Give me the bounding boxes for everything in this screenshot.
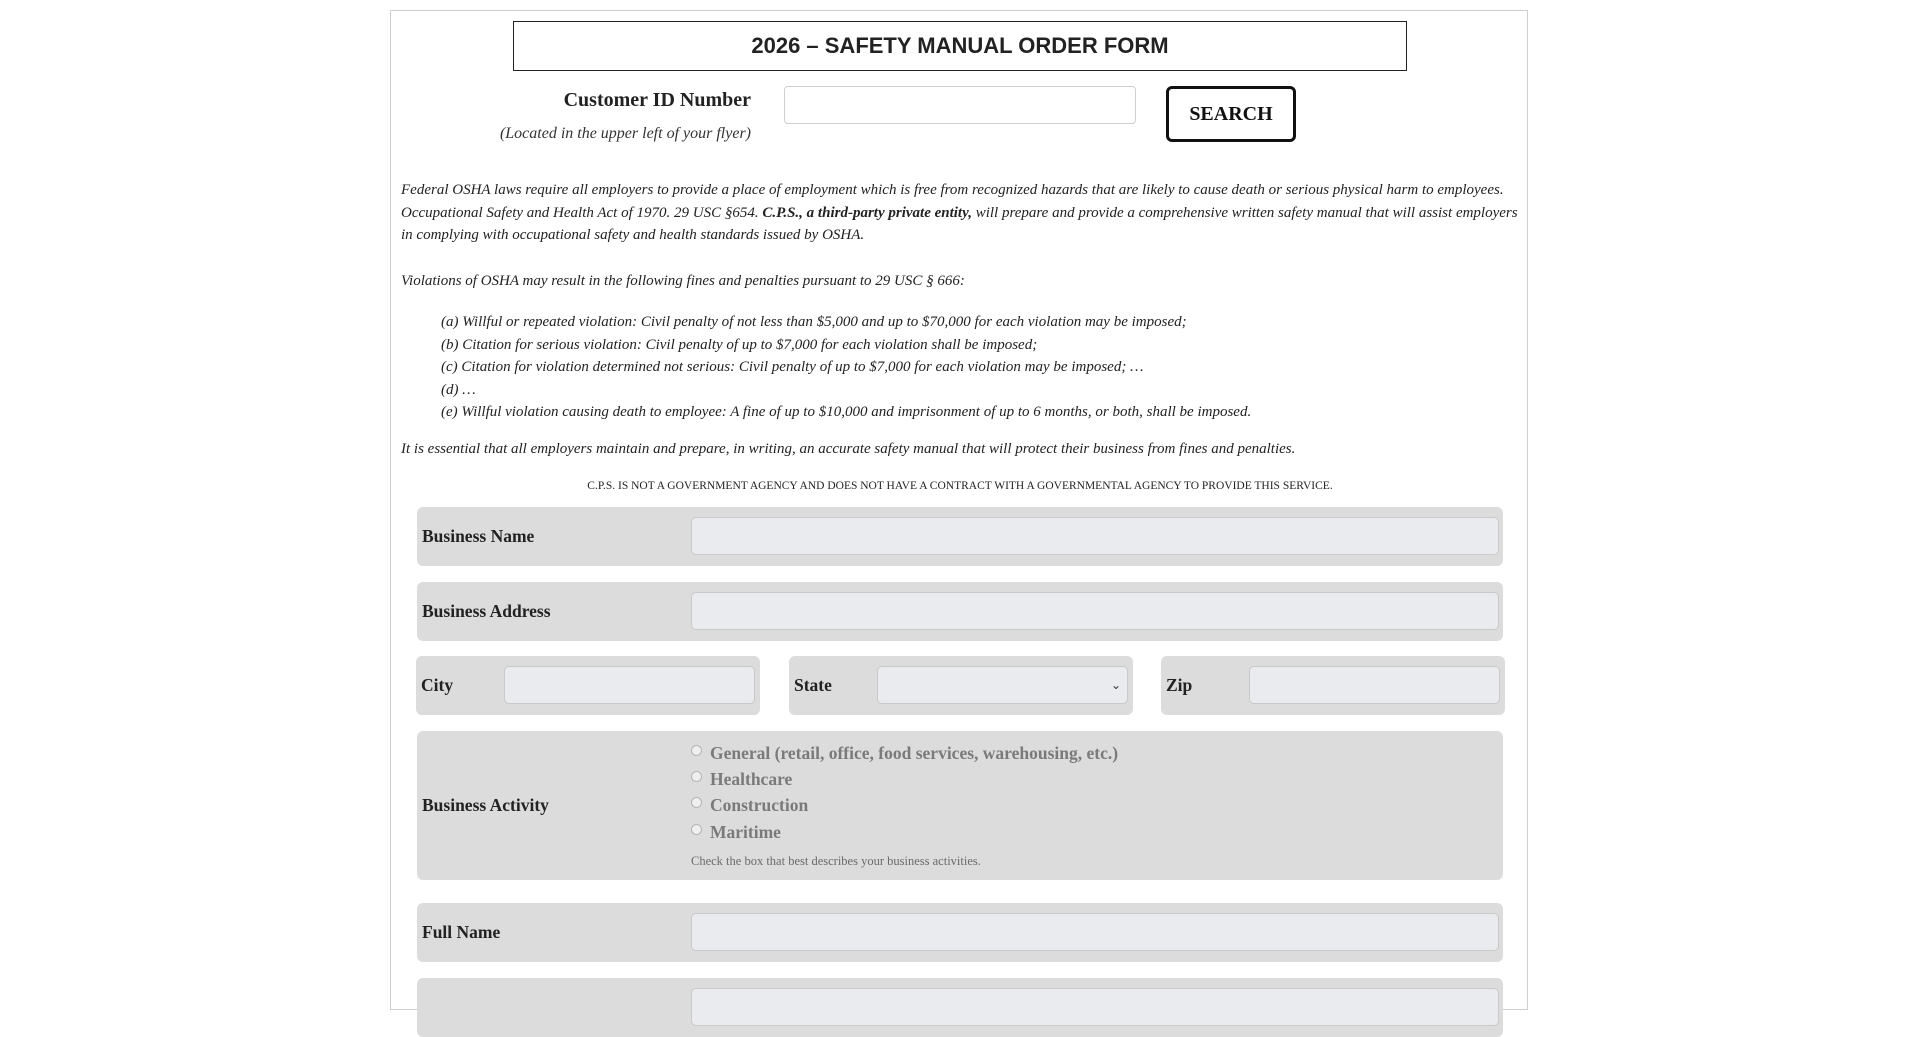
activity-option-label: General (retail, office, food services, warehousing, etc.): [710, 743, 1119, 763]
state-row: [789, 656, 1133, 715]
activity-option-general[interactable]: [691, 743, 1118, 764]
intro-text-2: will prepare and provide a comprehensive written safety manual that will assist employers in complying with occupational safety and health standards issued by OSHA.: [401, 204, 1518, 243]
business-address-label: Business Address: [422, 601, 551, 621]
full-name-input[interactable]: [691, 913, 1499, 951]
next-field-input[interactable]: [691, 988, 1499, 1026]
customer-id-input[interactable]: [784, 86, 1136, 124]
full-name-label: Full Name: [422, 922, 501, 942]
customer-id-label: Customer ID Number: [563, 89, 751, 111]
radio-button[interactable]: [691, 824, 702, 835]
business-address-input[interactable]: [691, 592, 1499, 630]
activity-option-healthcare[interactable]: [691, 769, 792, 790]
search-button[interactable]: SEARCH: [1166, 86, 1296, 142]
penalty-item: (c) Citation for violation determined not serious: Civil penalty of up to $7,000 for each violation may be imposed; …: [441, 359, 1144, 375]
penalty-item: (a) Willful or repeated violation: Civil penalty of not less than $5,000 and up to $70,000 for each violation may be imposed;: [441, 314, 1187, 330]
business-activity-label: Business Activity: [422, 795, 549, 815]
osha-intro-paragraph: [401, 179, 1519, 247]
business-activity-hint: Check the box that best describes your business activities.: [691, 854, 981, 868]
activity-option-label: Maritime: [710, 822, 781, 842]
zip-input[interactable]: [1249, 666, 1500, 704]
intro-text-1: Federal OSHA laws require all employers to provide a place of employment which is free from recognized hazards that are likely to cause death or serious physical harm to employees. Occupational Safety and Health Act of 1970. 29 USC §654.: [401, 182, 1504, 221]
activity-option-maritime[interactable]: [691, 822, 781, 843]
full-name-row: [417, 903, 1503, 962]
activity-option-label: Construction: [710, 795, 809, 815]
penalty-item: (b) Citation for serious violation: Civil penalty of up to $7,000 for each violation shall be imposed;: [441, 336, 1038, 353]
radio-button[interactable]: [691, 771, 702, 782]
violations-intro: Violations of OSHA may result in the following fines and penalties pursuant to 29 USC § 666:: [401, 273, 965, 289]
city-label: City: [421, 675, 454, 695]
business-name-label: Business Name: [422, 526, 535, 546]
state-label: State: [794, 675, 832, 695]
business-name-row: [417, 507, 1503, 566]
radio-button[interactable]: [691, 745, 702, 756]
zip-label: Zip: [1166, 675, 1193, 695]
next-field-row: [417, 978, 1503, 1037]
intro-cps-entity: C.P.S., a third-party private entity,: [762, 204, 972, 221]
penalties-list: [441, 311, 1251, 424]
radio-button[interactable]: [691, 797, 702, 808]
penalty-item: (e) Willful violation causing death to employee: A fine of up to $10,000 and imprisonment of up to 6 months, or both, shall be imposed.: [441, 404, 1252, 420]
disclaimer-text: C.P.S. IS NOT A GOVERNMENT AGENCY AND DOES NOT HAVE A CONTRACT WITH A GOVERNMENTAL AGENCY TO PROVIDE THIS SERVICE.: [587, 480, 1333, 492]
chevron-down-icon: ⌄: [1110, 678, 1121, 692]
activity-option-label: Healthcare: [710, 769, 793, 789]
activity-option-construction[interactable]: [691, 795, 808, 816]
business-address-row: [417, 582, 1503, 641]
essential-paragraph: It is essential that all employers maintain and prepare, in writing, an accurate safety manual that will protect their business from fines and penalties.: [401, 441, 1296, 457]
city-input[interactable]: [504, 666, 755, 704]
business-activity-row: [417, 731, 1503, 880]
city-row: [416, 656, 760, 715]
business-name-input[interactable]: [691, 517, 1499, 555]
order-form-container: [390, 10, 1528, 1010]
penalty-item: (d) …: [441, 381, 476, 398]
form-title: 2026 – SAFETY MANUAL ORDER FORM: [513, 21, 1407, 71]
zip-row: [1161, 656, 1505, 715]
customer-id-hint: (Located in the upper left of your flyer): [499, 125, 751, 142]
state-select[interactable]: [877, 666, 1128, 704]
